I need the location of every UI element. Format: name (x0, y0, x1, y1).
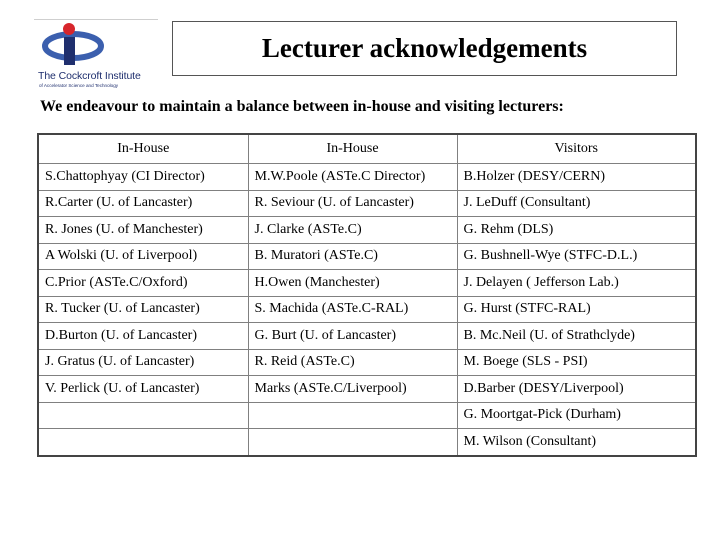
table-cell: M.W.Poole (ASTe.C Director) (248, 164, 457, 191)
table-row (38, 217, 696, 244)
table-cell: S.Chattophyay (CI Director) (38, 164, 248, 191)
table-cell: B. Muratori (ASTe.C) (248, 243, 457, 270)
table-cell (248, 402, 457, 429)
table-cell: B. Mc.Neil (U. of Strathclyde) (457, 323, 696, 350)
page-title: Lecturer acknowledgements (172, 21, 677, 76)
intro-text: We endeavour to maintain a balance between in-house and visiting lecturers: (40, 98, 564, 115)
table-header-row (38, 134, 696, 164)
column-header: Visitors (457, 134, 696, 164)
table-cell: M. Wilson (Consultant) (457, 429, 696, 456)
table-cell: D.Burton (U. of Lancaster) (38, 323, 248, 350)
table-cell: H.Owen (Manchester) (248, 270, 457, 297)
column-header: In-House (38, 134, 248, 164)
table-cell: C.Prior (ASTe.C/Oxford) (38, 270, 248, 297)
table-cell (248, 429, 457, 456)
table-row (38, 190, 696, 217)
table-cell: G. Moortgat-Pick (Durham) (457, 402, 696, 429)
table-cell: M. Boege (SLS - PSI) (457, 349, 696, 376)
table-cell: J. Clarke (ASTe.C) (248, 217, 457, 244)
table-cell: R. Tucker (U. of Lancaster) (38, 296, 248, 323)
table-row (38, 296, 696, 323)
table-row (38, 376, 696, 403)
table-row (38, 349, 696, 376)
table-cell: R. Seviour (U. of Lancaster) (248, 190, 457, 217)
table-cell: A Wolski (U. of Liverpool) (38, 243, 248, 270)
table-cell: G. Burt (U. of Lancaster) (248, 323, 457, 350)
table-cell (38, 402, 248, 429)
table-cell: J. Gratus (U. of Lancaster) (38, 349, 248, 376)
table-cell: R.Carter (U. of Lancaster) (38, 190, 248, 217)
logo-name: The Cockcroft Institute (38, 70, 141, 82)
cockcroft-logo (34, 19, 158, 92)
cockcroft-emblem-icon (37, 20, 107, 68)
table-cell: J. Delayen ( Jefferson Lab.) (457, 270, 696, 297)
table-cell: G. Hurst (STFC-RAL) (457, 296, 696, 323)
table-cell: Marks (ASTe.C/Liverpool) (248, 376, 457, 403)
table-row (38, 402, 696, 429)
table-cell: V. Perlick (U. of Lancaster) (38, 376, 248, 403)
table-row (38, 323, 696, 350)
table-cell (38, 429, 248, 456)
logo-subtitle: of Accelerator Science and Technology (39, 83, 119, 88)
table-cell: R. Reid (ASTe.C) (248, 349, 457, 376)
table-cell: S. Machida (ASTe.C-RAL) (248, 296, 457, 323)
table-cell: B.Holzer (DESY/CERN) (457, 164, 696, 191)
table-cell: J. LeDuff (Consultant) (457, 190, 696, 217)
table-cell: G. Bushnell-Wye (STFC-D.L.) (457, 243, 696, 270)
table-cell: G. Rehm (DLS) (457, 217, 696, 244)
column-header: In-House (248, 134, 457, 164)
lecturer-table (37, 133, 697, 457)
table-row (38, 164, 696, 191)
table-row (38, 270, 696, 297)
table-row (38, 429, 696, 456)
table-cell: R. Jones (U. of Manchester) (38, 217, 248, 244)
table-row (38, 243, 696, 270)
table-cell: D.Barber (DESY/Liverpool) (457, 376, 696, 403)
